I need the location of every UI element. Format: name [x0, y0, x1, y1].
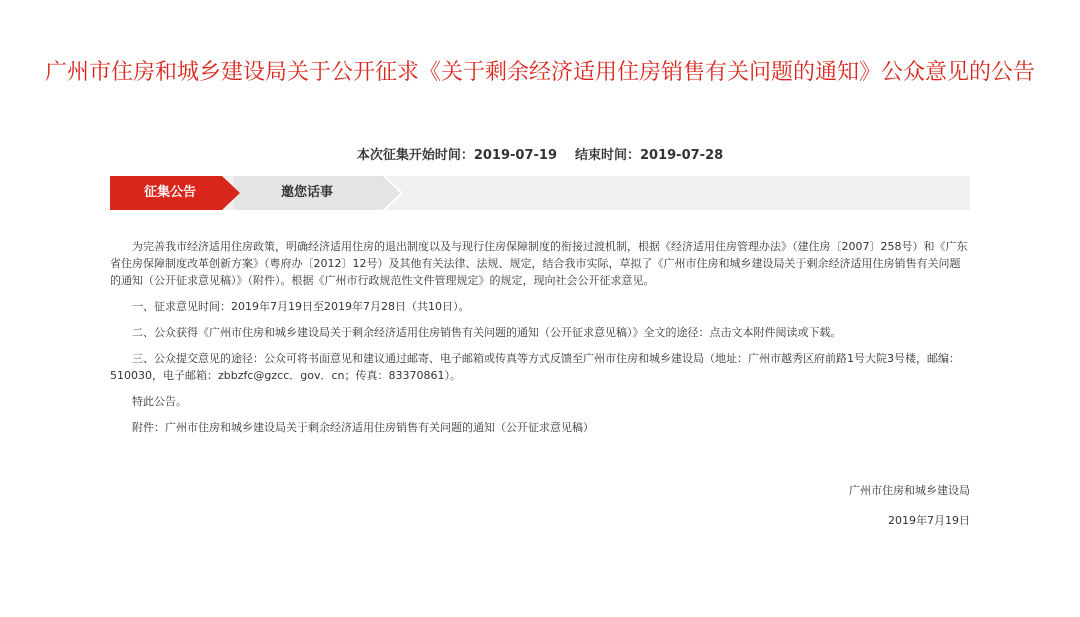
- period-end: 结束时间：2019-07-28: [575, 148, 724, 163]
- signature-date: 2019年7月19日: [888, 514, 970, 527]
- signature-organization: 广州市住房和城乡建设局: [849, 484, 970, 497]
- tab-invite-discussion[interactable]: [234, 176, 402, 210]
- closing-statement: 特此公告。: [132, 395, 187, 408]
- period-start: 本次征集开始时间：2019-07-19: [356, 148, 557, 163]
- attachment-link[interactable]: 附件：广州市住房和城乡建设局关于剩余经济适用住房销售有关问题的通知（公开征求意见稿）: [132, 421, 594, 434]
- item-submit-opinions: 三、公众提交意见的途径：公众可将书面意见和建议通过邮寄、电子邮箱或传真等方式反馈至广州市住房和城乡建设局（地址：广州市越秀区府前路1号大院3号楼，邮编：510030，电子邮箱：zbbzfc@gzcc．gov．cn；传真：83370861）。: [110, 352, 960, 382]
- tab-bar: [110, 176, 970, 210]
- notice-body: [110, 238, 970, 445]
- tab-invite-discussion-label: 邀您话事: [280, 185, 333, 200]
- intro-paragraph: 为完善我市经济适用住房政策，明确经济适用住房的退出制度以及与现行住房保障制度的衔接过渡机制，根据《经济适用住房管理办法》（建住房〔2007〕258号）和《广东省住房保障制度改革创新方案》（粤府办〔2012〕12号）及其他有关法律、法规、规定，结合我市实际，草拟了《广州市住房和城乡建设局关于剩余经济适用住房销售有关问题的通知（公开征求意见稿）》（附件）。根据《广州市行政规范性文件管理规定》的规定，现向社会公开征求意见。: [110, 240, 968, 287]
- tab-notice-label: 征集公告: [143, 185, 196, 200]
- consultation-period: [0, 144, 1080, 163]
- item-consultation-time: 一、征求意见时间：2019年7月19日至2019年7月28日（共10日）。: [132, 300, 470, 313]
- tab-notice[interactable]: [110, 176, 240, 210]
- page-title: 广州市住房和城乡建设局关于公开征求《关于剩余经济适用住房销售有关问题的通知》公众意见的公告: [44, 60, 1035, 85]
- item-obtain-fulltext: 二、公众获得《广州市住房和城乡建设局关于剩余经济适用住房销售有关问题的通知（公开征求意见稿）》全文的途径：点击文本附件阅读或下载。: [132, 326, 842, 339]
